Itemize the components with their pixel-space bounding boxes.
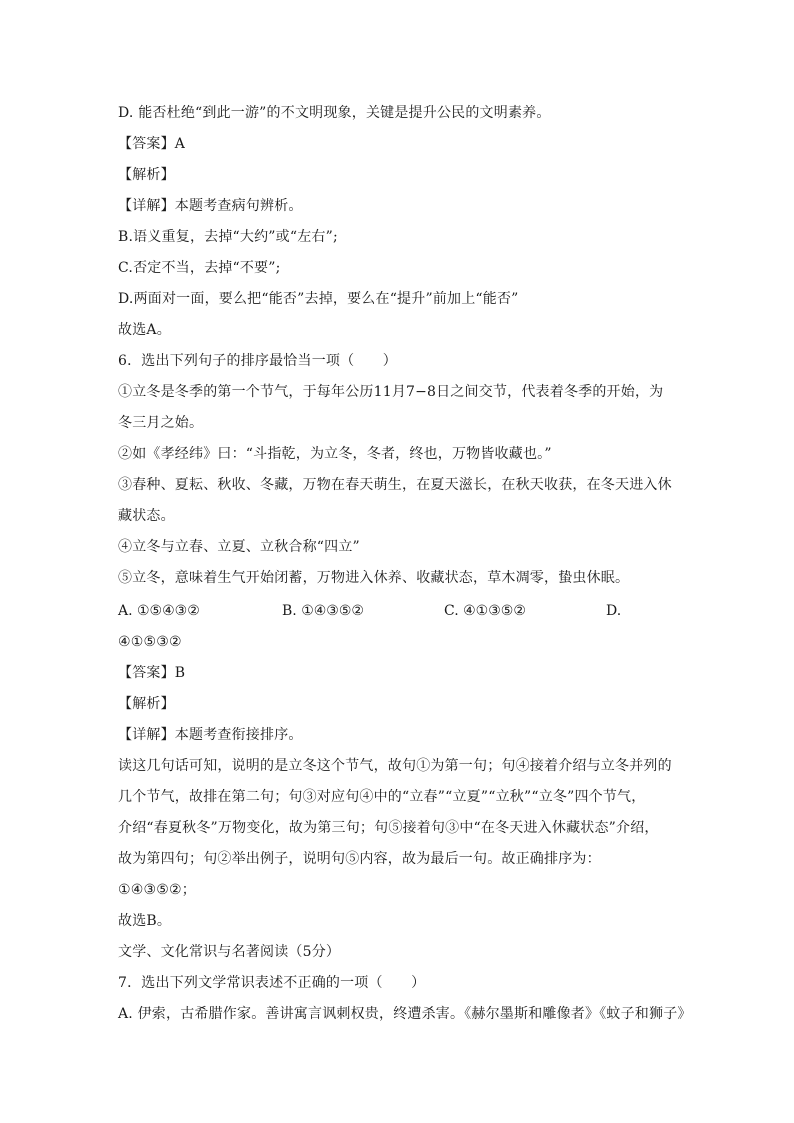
option-a: A. ①⑤④③② <box>118 603 200 619</box>
analysis-label: 【解析】 <box>118 167 175 183</box>
question-7-option-a: A. 伊索，古希腊作家。善讲寓言讽刺权贵，终遭杀害。《赫尔墨斯和雕像者》《蚊子和狮子》 <box>118 1006 692 1022</box>
section-heading: 文学、文化常识与名著阅读（5分） <box>118 944 341 960</box>
option-c: C. ④①③⑤② <box>444 603 526 619</box>
answer-label: 【答案】A <box>118 136 186 152</box>
sentence-2: ②如《孝经纬》曰：“斗指乾，为立冬，冬者，终也，万物皆收藏也。” <box>118 446 552 462</box>
text-line: 读这几句话可知，说明的是立冬这个节气，故句①为第一句；句④接着介绍与立冬并列的 <box>118 758 672 774</box>
sentence-1-cont: 冬三月之始。 <box>118 415 204 431</box>
detail-line: 【详解】本题考查衔接排序。 <box>118 727 303 743</box>
question-7-title: 7．选出下列文学常识表述不正确的一项（ ） <box>118 975 426 991</box>
sentence-3-cont: 藏状态。 <box>118 508 175 524</box>
detail-line: 【详解】本题考查病句辨析。 <box>118 198 303 214</box>
text-line: B.语义重复，去掉“大约”或“左右”; <box>118 229 338 245</box>
text-line: 故选A。 <box>118 322 171 338</box>
text-line: 故为第四句；句②举出例子，说明句⑤内容，故为最后一句。故正确排序为： <box>118 851 601 867</box>
option-d: D. <box>606 603 622 619</box>
text-line: ①④③⑤②； <box>118 882 196 898</box>
text-line: D.两面对一面，要么把“能否”去掉，要么在“提升”前加上“能否” <box>118 291 519 307</box>
text-line: D. 能否杜绝“到此一游”的不文明现象，关键是提升公民的文明素养。 <box>118 105 551 121</box>
text-line: 故选B。 <box>118 913 172 929</box>
question-6-title: 6．选出下列句子的排序最恰当一项（ ） <box>118 353 397 369</box>
sentence-5: ⑤立冬，意味着生气开始闭蓄，万物进入休养、收藏状态，草木凋零，蛰虫休眠。 <box>118 570 630 586</box>
option-b: B. ①④③⑤② <box>282 603 364 619</box>
text-line: C.否定不当，去掉“不要”; <box>118 260 281 276</box>
analysis-label: 【解析】 <box>118 696 175 712</box>
text-line: 几个节气，故排在第二句；句③对应句④中的“立春”“立夏”“立秋”“立冬”四个节气， <box>118 789 646 805</box>
sentence-3: ③春种、夏耘、秋收、冬藏，万物在春天萌生，在夏天滋长，在秋天收获，在冬天进入休 <box>118 477 672 493</box>
sentence-1: ①立冬是冬季的第一个节气，于每年公历11月7−8日之间交节，代表着冬季的开始，为 <box>118 384 664 400</box>
sentence-4: ④立冬与立春、立夏、立秋合称“四立” <box>118 539 360 555</box>
text-line: 介绍“春夏秋冬”万物变化，故为第三句；句⑤接着句③中“在冬天进入休藏状态”介绍， <box>118 820 659 836</box>
option-d-cont: ④①⑤③② <box>118 634 182 650</box>
answer-label: 【答案】B <box>118 665 186 681</box>
